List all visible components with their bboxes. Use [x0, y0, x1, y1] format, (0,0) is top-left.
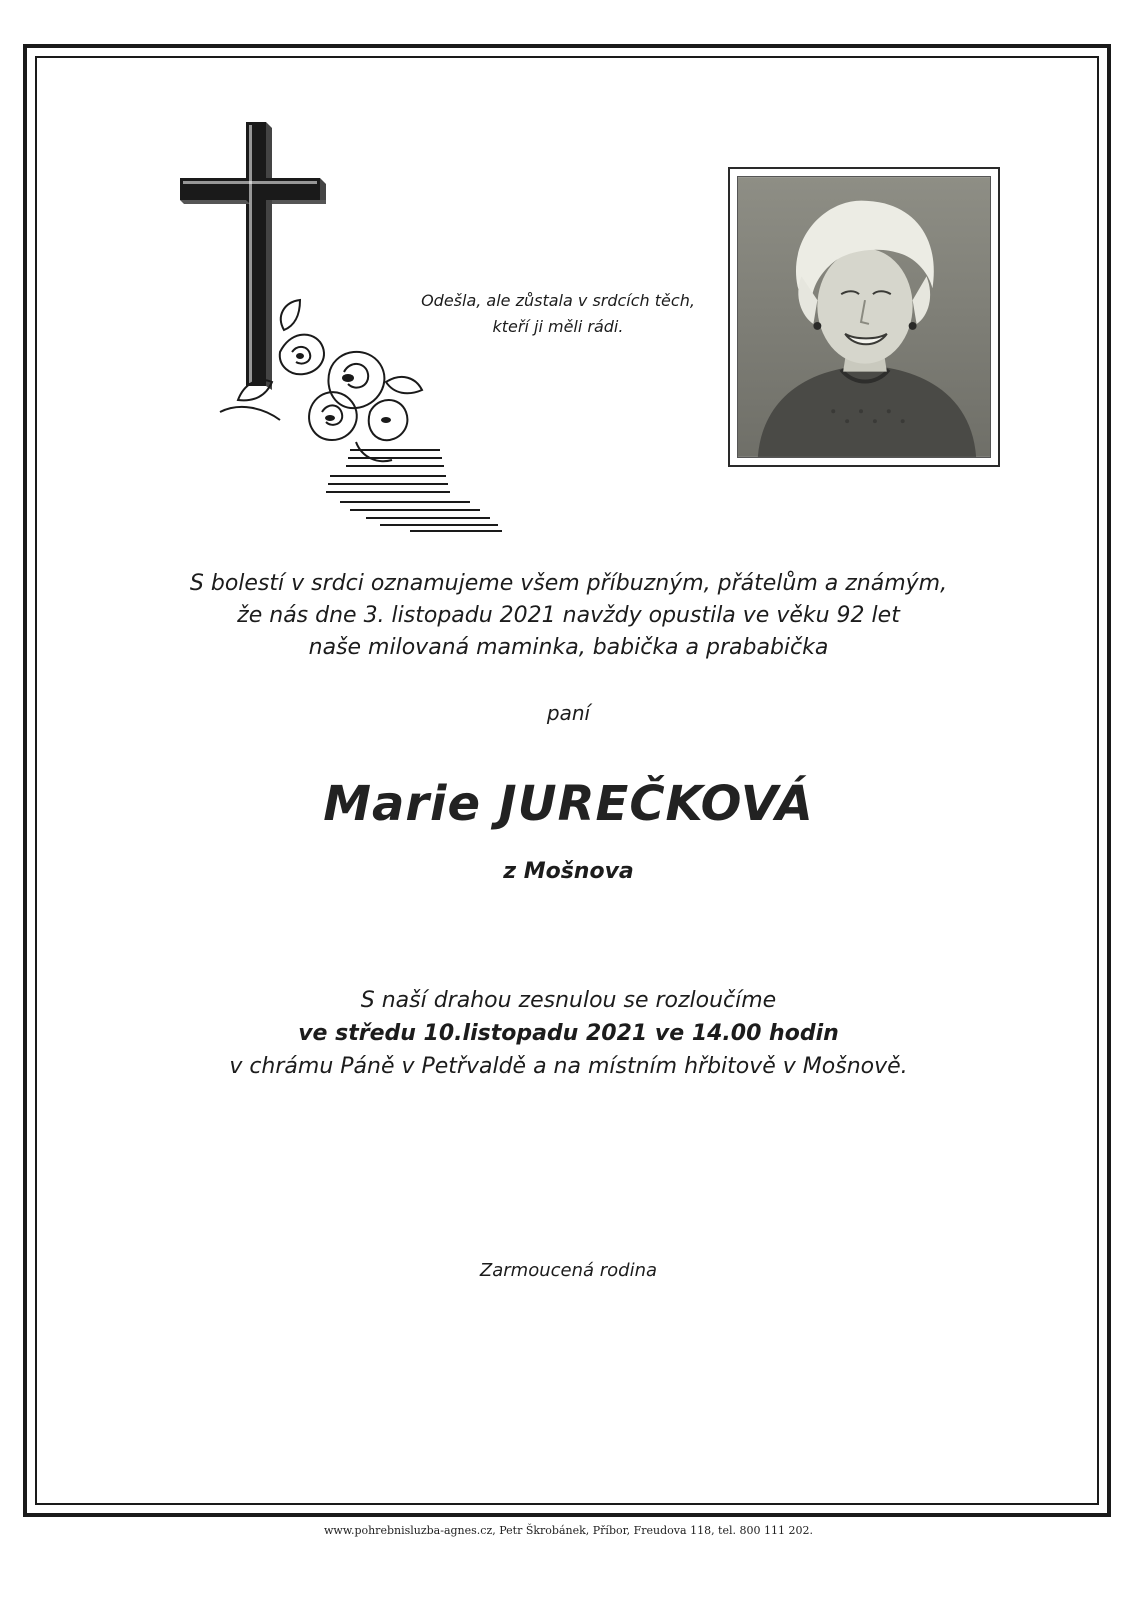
memorial-quote: [380, 288, 736, 340]
deceased-name: Marie JUREČKOVÁ: [323, 776, 814, 832]
funeral-line-1: S naší drahou zesnulou se rozloučíme: [360, 988, 777, 1013]
title-word: paní: [546, 701, 591, 725]
portrait-photo-icon: [737, 176, 991, 458]
announcement-line-2: že nás dne 3. listopadu 2021 navždy opustila ve věku 92 let: [237, 603, 900, 628]
funeral-line-3: v chrámu Páně v Petřvaldě a na místním hřbitově v Mošnově.: [229, 1054, 908, 1079]
footer-contact: www.pohrebnisluzba-agnes.cz, Petr Škrobánek, Příbor, Freudova 118, tel. 800 111 202.: [324, 1524, 813, 1537]
announcement-line-1: S bolestí v srdci oznamujeme všem příbuzným, přátelům a známým,: [189, 571, 948, 596]
portrait-frame: [728, 167, 1000, 467]
quote-line-2: kteří ji měli rádi.: [492, 317, 624, 336]
signature: Zarmoucená rodina: [479, 1260, 658, 1281]
funeral-details: [100, 984, 1037, 1083]
quote-line-1: Odešla, ale zůstala v srdcích těch,: [421, 291, 695, 310]
announcement-line-3: naše milovaná maminka, babička a prababička: [308, 635, 829, 660]
funeral-line-2: ve středu 10.listopadu 2021 ve 14.00 hodin: [298, 1021, 839, 1046]
announcement-text: [100, 568, 1037, 664]
deceased-origin: z Mošnova: [503, 859, 634, 884]
